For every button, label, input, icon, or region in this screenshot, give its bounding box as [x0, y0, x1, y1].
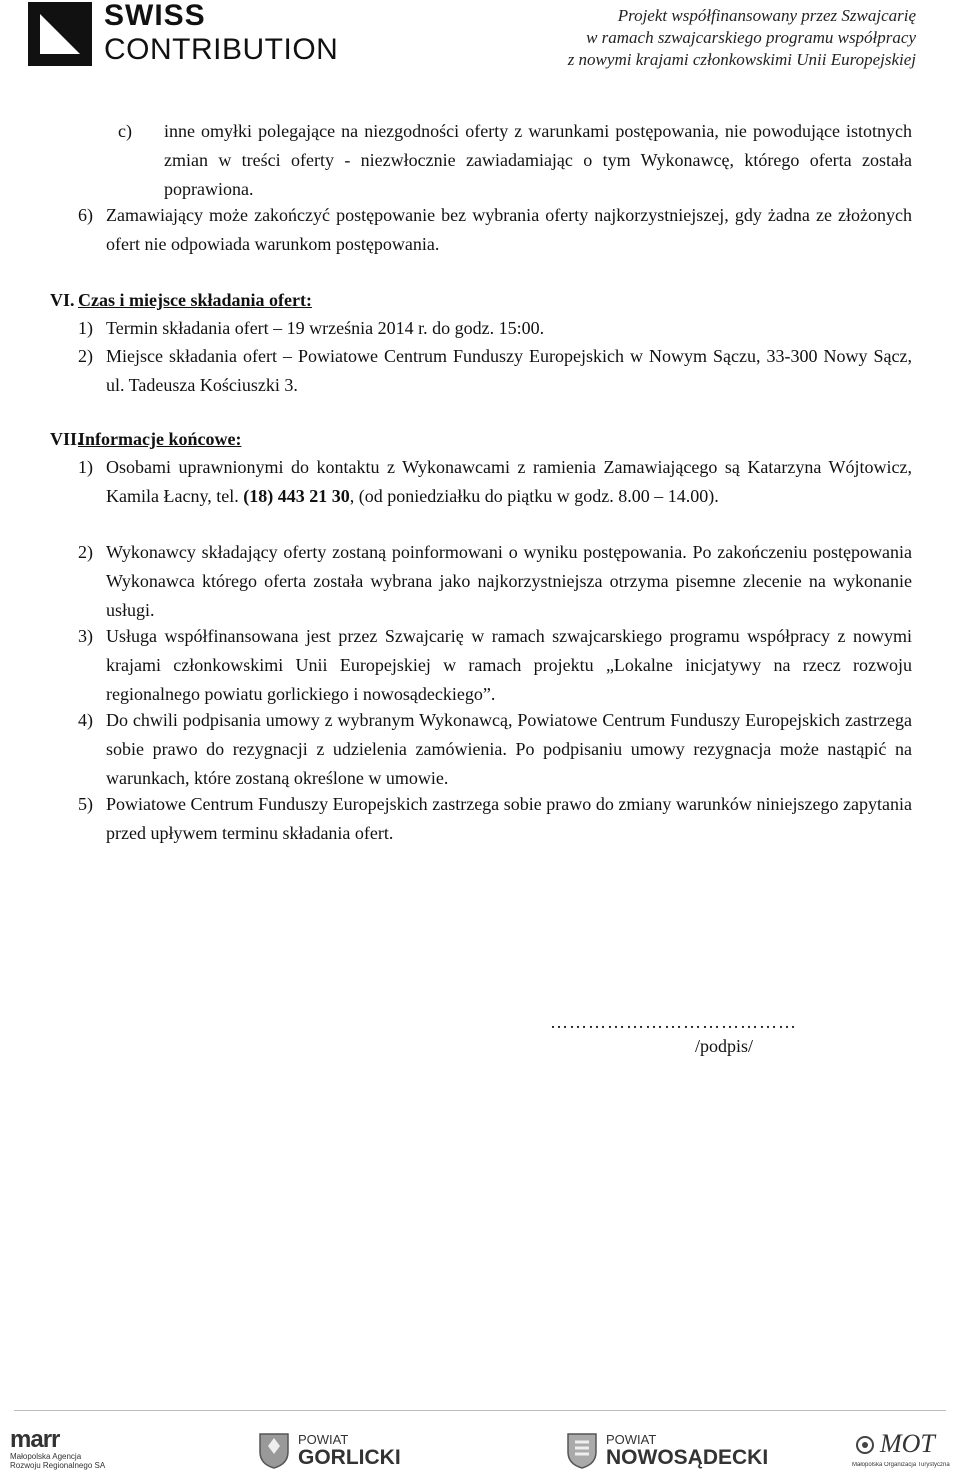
section-6-title: Czas i miejsce składania ofert: [78, 290, 312, 310]
mot-logo-name: MOT [880, 1429, 935, 1458]
header-line-3: z nowymi krajami członkowskimi Unii Europejskiej [567, 50, 916, 69]
item-c-text: inne omyłki polegające na niezgodności oferty z warunkami postępowania, nie powodujące istotnych zmian w treści oferty - niezwłocznie zawiadamiając o tym Wykonawcę, którego oferta została poprawiona. [164, 121, 912, 199]
section-7-item-2-marker: 2) [78, 542, 93, 562]
marr-logo-name: marr [10, 1426, 60, 1453]
section-7-item-1-marker: 1) [78, 457, 93, 477]
logo-title-contribution: CONTRIBUTION [104, 33, 339, 66]
marr-logo [10, 1428, 120, 1472]
section-6-item-1-marker: 1) [78, 318, 93, 338]
gorlicki-logo-line1: POWIAT [298, 1432, 349, 1447]
section-6-item-2-text: Miejsce składania ofert – Powiatowe Centrum Funduszy Europejskich w Nowym Sączu, 33-300 Nowy Sącz, ul. Tadeusza Kościuszki 3. [106, 346, 912, 395]
nowosadecki-coat-of-arms-icon [566, 1432, 598, 1470]
section-6-item-1-text: Termin składania ofert – 19 września 2014 r. do godz. 15:00. [106, 318, 545, 338]
office-hours-text: , (od poniedziałku do piątku w godz. 8.00 – 14.00). [349, 486, 719, 506]
swiss-cross-logo [28, 2, 92, 66]
item-6-marker: 6) [78, 205, 93, 225]
signature-line: ………………………………… [550, 1012, 797, 1032]
section-7-item-4-marker: 4) [78, 710, 93, 730]
gorlicki-coat-of-arms-icon [258, 1432, 290, 1470]
section-7-item-2-text: Wykonawcy składający oferty zostaną poinformowani o wyniku postępowania. Po zakończeniu postępowania Wykonawca którego oferta została wybrana jako najkorzystniejsza otrzyma pisemne zlecenie na wykonanie usługi. [106, 542, 912, 620]
item-6-text: Zamawiający może zakończyć postępowanie bez wybrania oferty najkorzystniejszej, gdy żadna ze złożonych ofert nie odpowiada warunkom postępowania. [106, 205, 912, 254]
marr-logo-sub1: Małopolska Agencja [10, 1452, 82, 1461]
section-7-item-3-marker: 3) [78, 626, 93, 646]
section-7-item-4-text: Do chwili podpisania umowy z wybranym Wykonawcą, Powiatowe Centrum Funduszy Europejskich zastrzega sobie prawo do rezygnacji z udzielenia zamówienia. Po podpisaniu umowy rezygnacja może nastąpić na warunkach, które zostaną określone w umowie. [106, 710, 912, 788]
section-6-item-2-marker: 2) [78, 346, 93, 366]
section-6-number: VI. [50, 290, 75, 310]
marr-logo-sub2: Rozwoju Regionalnego SA [10, 1461, 106, 1470]
mot-logo [852, 1428, 952, 1472]
contact-persons-text: Osobami uprawnionymi do kontaktu z Wykonawcami z ramienia Zamawiającego są Katarzyna Wójtowicz, Kamila Łacny, tel. [106, 457, 912, 506]
header-project-note [568, 5, 916, 71]
section-7-item-5-marker: 5) [78, 794, 93, 814]
gorlicki-logo-line2: GORLICKI [298, 1446, 401, 1469]
section-7-item-1-text [106, 453, 912, 511]
section-7-item-5-text: Powiatowe Centrum Funduszy Europejskich zastrzega sobie prawo do zmiany warunków niniejszego zapytania przed upływem terminu składania ofert. [106, 794, 912, 843]
nowosadecki-logo-line1: POWIAT [606, 1432, 657, 1447]
header-line-1: Projekt współfinansowany przez Szwajcarię [617, 6, 916, 25]
footer-divider [14, 1410, 946, 1411]
mot-logo-sub: Małopolska Organizacja Turystyczna [852, 1462, 950, 1468]
section-7-item-3-text: Usługa współfinansowana jest przez Szwajcarię w ramach szwajcarskiego programu współpracy z nowymi krajami członkowskimi Unii Europejskiej w ramach projektu „Lokalne inicjatywy na rzecz rozwoju regionalnego powiatu gorlickiego i nowosądeckiego”. [106, 626, 912, 704]
section-7-number: VII. [50, 429, 82, 449]
item-c-marker: c) [118, 121, 132, 141]
logo-title-swiss: SWISS [104, 0, 206, 32]
signature-label: /podpis/ [695, 1036, 754, 1056]
section-7-title: Informacje końcowe: [78, 429, 242, 449]
mot-sun-icon [852, 1432, 878, 1458]
nowosadecki-logo-line2: NOWOSĄDECKI [606, 1446, 769, 1469]
header-line-2: w ramach szwajcarskiego programu współpracy [586, 28, 916, 47]
swiss-arrow-icon [28, 2, 92, 66]
phone-number: (18) 443 21 30 [243, 486, 350, 506]
